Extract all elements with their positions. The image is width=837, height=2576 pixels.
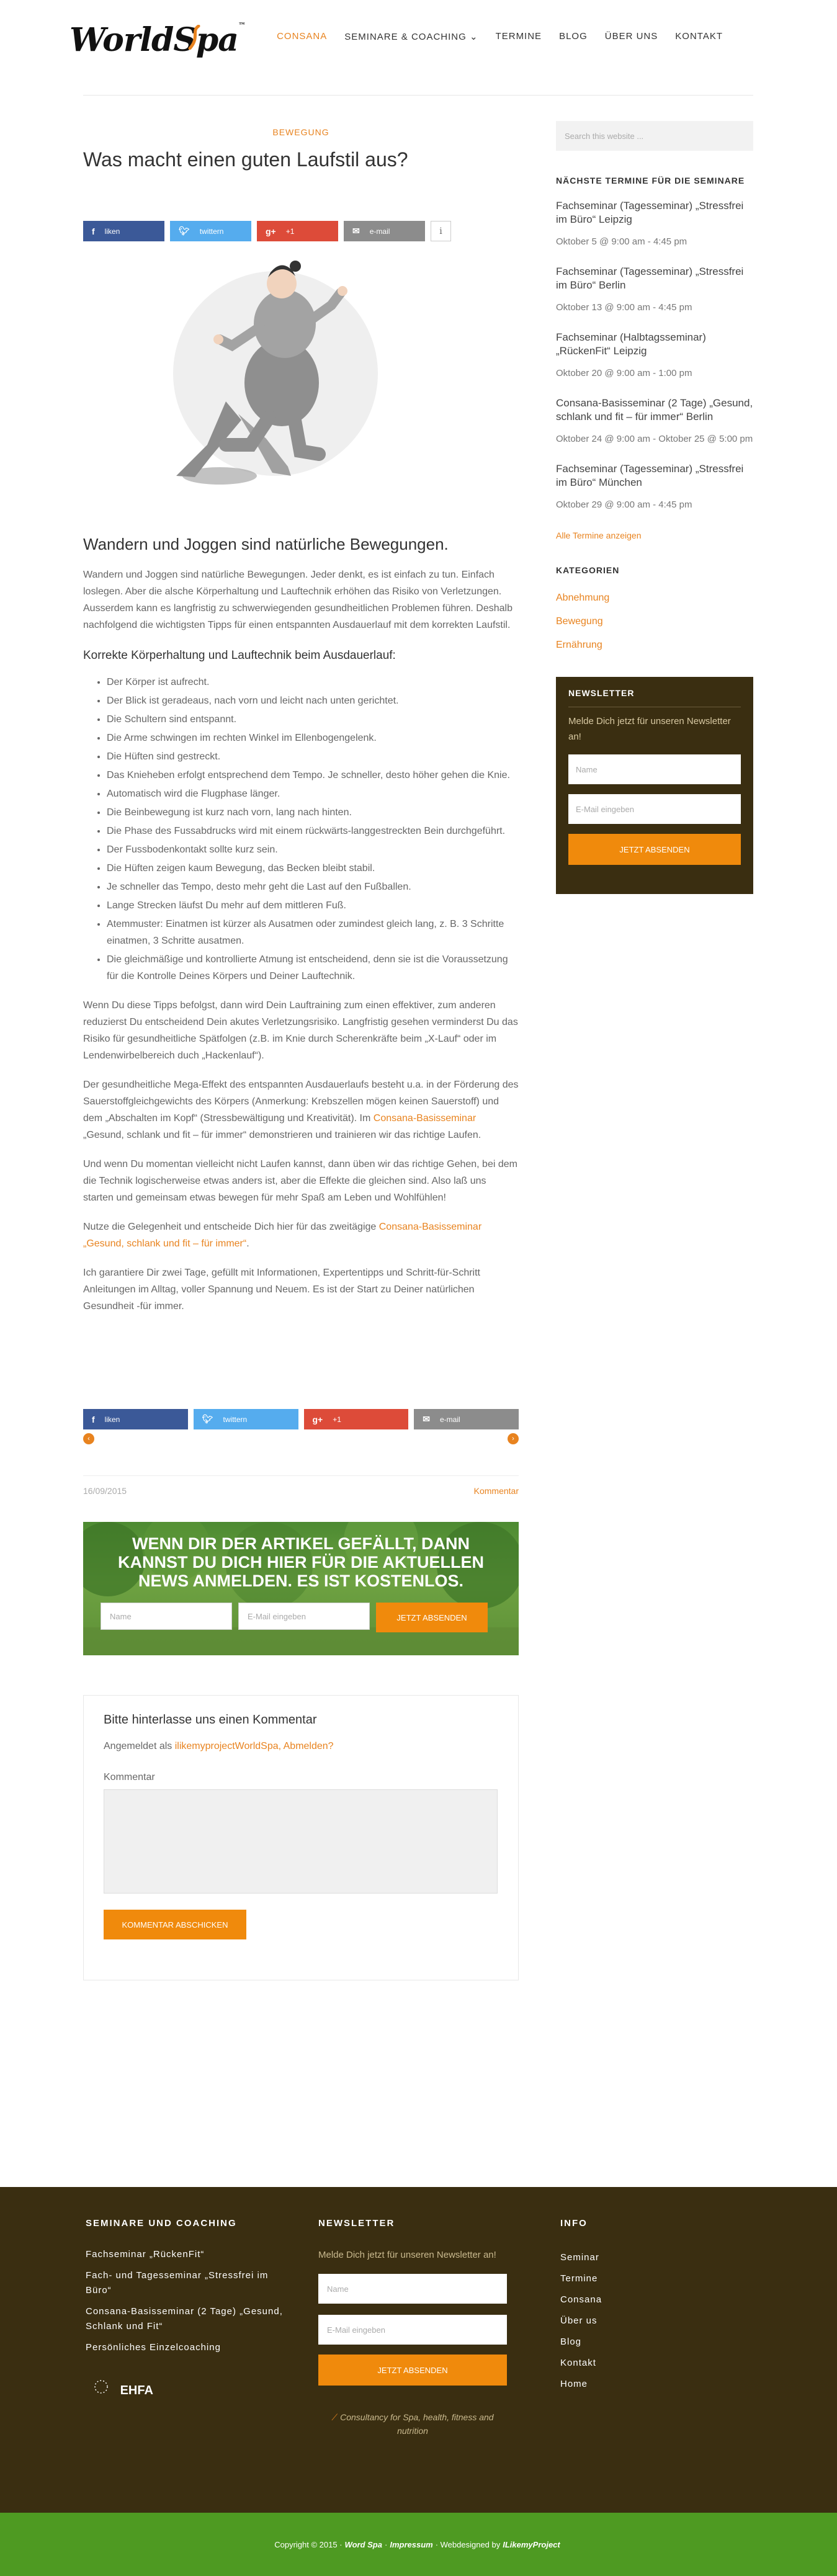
sidebar-name-input[interactable]: Name <box>568 754 741 784</box>
sidebar-email-input[interactable]: E-Mail eingeben <box>568 794 741 824</box>
list-item: • Das Knieheben erfolgt entsprechend dem Tempo. Je schneller, desto höher gehen die Knie. <box>107 767 519 784</box>
nav-seminare-coaching[interactable]: SEMINARE & COACHING ⌄ <box>344 32 478 42</box>
sidebar-newsletter-heading: NEWSLETTER <box>568 688 635 698</box>
logo-swoosh-icon <box>186 25 202 50</box>
main-nav <box>268 31 732 42</box>
twitter-icon: 🐦︎ <box>202 1414 213 1424</box>
article-category[interactable]: BEWEGUNG <box>272 127 329 137</box>
list-item: • Der Körper ist aufrecht. <box>107 674 519 691</box>
google-plus-icon: g+ <box>312 1414 323 1424</box>
footer-link[interactable]: Seminar <box>560 2252 599 2263</box>
footer-newsletter-text: Melde Dich jetzt für unseren Newsletter an! <box>318 2250 496 2260</box>
article <box>83 118 519 1980</box>
footer-heading: NEWSLETTER <box>318 2218 395 2229</box>
footer-heading: SEMINARE UND COACHING <box>86 2218 237 2229</box>
nav-kontakt[interactable]: KONTAKT <box>675 31 723 42</box>
list-item: • Der Blick ist geradeaus, nach vorn und leicht nach unten gerichtet. <box>107 692 519 709</box>
comment-link[interactable]: Kommentar <box>473 1486 519 1496</box>
footer-seminare-list <box>86 2247 284 2355</box>
share-twitter-button[interactable]: 🐦︎ twittern <box>170 221 251 241</box>
post-navigation <box>83 1433 519 1444</box>
footer-heading: INFO <box>560 2218 588 2229</box>
nav-termine[interactable]: TERMINE <box>495 31 542 42</box>
list-item: • Die Hüften sind gestreckt. <box>107 748 519 765</box>
footer-link[interactable]: Consana-Basisseminar (2 Tage) „Gesund, Schlank und Fit“ <box>86 2306 283 2332</box>
next-post-arrow-icon[interactable]: › <box>508 1433 519 1444</box>
footer-link[interactable]: Fachseminar „RückenFit“ <box>86 2249 205 2260</box>
newsletter-name-input[interactable]: Name <box>101 1603 232 1630</box>
article-paragraph: Wandern und Joggen sind natürliche Bewegungen. Jeder denkt, es ist einfach zu tun. Einfach loslegen. Aber die alsche Körperhaltung und Lauftechnik erhöhen das Risiko von Verletzungen. Ausserdem kann es langfristig zu schwerwiegenden gesundheitlichen Problemen führen. Deshalb nachfolgend die wichtigsten Tipps für einen entspannten Ausdauerlauf mit dem korrekten Laufstil. <box>83 570 512 630</box>
sidebar-newsletter <box>556 677 753 894</box>
copyright-bar: Copyright © 2015 · Word Spa · Impressum · Webdesigned by ILikemyProject <box>0 2513 837 2576</box>
logged-in-user-link[interactable]: ilikemyprojectWorldSpa <box>174 1741 279 1751</box>
twitter-icon: 🐦︎ <box>179 226 190 236</box>
article-paragraph: Ich garantiere Dir zwei Tage, gefüllt mit Informationen, Expertentipps und Schritt-für-Schritt Anleitungen im Alltag, voller Spannung und Neuem. Es ist der Start zu Deiner natürlichen Gesundheit -für immer. <box>83 1268 480 1312</box>
runner-illustration <box>133 259 393 494</box>
footer-link[interactable]: Fach- und Tagesseminar „Stressfrei im Büro“ <box>86 2270 269 2296</box>
article-title: Was macht einen guten Laufstil aus? <box>83 148 408 171</box>
logo-swoosh-icon: ⟋ <box>331 2412 341 2422</box>
categories-heading: KATEGORIEN <box>556 565 620 575</box>
comment-form <box>83 1695 519 1980</box>
list-item: • Die Schultern sind entspannt. <box>107 711 519 728</box>
list-item: • Die gleichmäßige und kontrollierte Atmung ist entscheidend, denn sie ist die Voraussetzung für die Kontrolle Deines Körpers und Deiner Lauftechnik. <box>107 951 519 985</box>
nav-ueber-uns[interactable]: ÜBER UNS <box>604 31 658 42</box>
list-item: • Automatisch wird die Flugphase länger. <box>107 785 519 802</box>
facebook-icon: f <box>92 226 95 236</box>
event-item[interactable]: Fachseminar (Tagesseminar) „Stressfrei im Büro“ Berlin Oktober 13 @ 9:00 am - 4:45 pm <box>556 266 744 313</box>
share-google-button[interactable]: g+ +1 <box>257 221 338 241</box>
footer-link[interactable]: Über us <box>560 2315 598 2326</box>
share-email-button[interactable]: ✉ e-mail <box>414 1409 519 1429</box>
article-paragraph: Wenn Du diese Tipps befolgst, dann wird Dein Lauftraining zum einen effektiver, zum anderen reduzierst Du entscheidend Dein akutes Verletzungsrisiko. Langfristig gesehen verminderst Du das Risiko für gesundheitliche Spätfolgen (z.B. im Knie durch Scherenkräfte beim „X-Lauf“ oder im Lendenwirbelbereich duch „Hackenlauf“). <box>83 1000 518 1061</box>
ehfa-stars-icon <box>86 2379 117 2394</box>
header-divider <box>83 95 753 96</box>
footer-link[interactable]: Blog <box>560 2337 582 2347</box>
share-facebook-button[interactable]: f liken <box>83 1409 188 1429</box>
post-meta <box>83 1475 519 1496</box>
footer-email-input[interactable]: E-Mail eingeben <box>318 2315 507 2345</box>
footer-newsletter-column <box>318 2218 517 2438</box>
list-item: • Atemmuster: Einatmen ist kürzer als Ausatmen oder zumindest gleich lang, z. B. 3 Schritte einatmen, 3 Schritte ausatmen. <box>107 916 519 949</box>
footer-seminare-column <box>86 2218 284 2355</box>
sidebar-newsletter-submit-button[interactable]: JETZT ABSENDEN <box>568 834 741 865</box>
list-item: • Die Phase des Fussabdrucks wird mit einem rückwärts-langgestreckten Bein durchgeführt. <box>107 823 519 839</box>
list-item: • Die Arme schwingen im rechten Winkel im Ellenbogengelenk. <box>107 730 519 746</box>
article-subheading: Wandern und Joggen sind natürliche Bewegungen. <box>83 535 449 553</box>
footer-link[interactable]: Termine <box>560 2273 598 2284</box>
event-item[interactable]: Fachseminar (Tagesseminar) „Stressfrei im Büro“ Leipzig Oktober 5 @ 9:00 am - 4:45 pm <box>556 200 744 247</box>
newsletter-submit-button[interactable]: JETZT ABSENDEN <box>376 1603 488 1632</box>
comment-label: Kommentar <box>104 1772 155 1782</box>
list-item: • Die Beinbewegung ist kurz nach vorn, lang nach hinten. <box>107 804 519 821</box>
event-item[interactable]: Fachseminar (Halbtagsseminar) „RückenFit“ Leipzig Oktober 20 @ 9:00 am - 1:00 pm <box>556 331 706 378</box>
newsletter-banner-form <box>101 1603 519 1632</box>
nav-consana[interactable]: CONSANA <box>277 31 328 42</box>
footer-name-input[interactable]: Name <box>318 2274 507 2304</box>
search-input[interactable]: Search this website ... <box>556 121 753 151</box>
post-date: 16/09/2015 <box>83 1486 127 1496</box>
footer-tagline: ⟋ Consultancy for Spa, health, fitness and nutrition <box>331 2412 494 2436</box>
mail-icon: ✉ <box>423 1414 430 1424</box>
designer-link[interactable]: ILikemyProject <box>503 2539 560 2549</box>
share-email-button[interactable]: ✉ e-mail <box>344 221 425 241</box>
article-paragraph: Nutze die Gelegenheit und entscheide Dich hier für das zweitägige Consana-Basisseminar „Gesund, schlank und fit – für immer“. <box>83 1222 482 1249</box>
facebook-icon: f <box>92 1414 95 1424</box>
event-item[interactable]: Consana-Basisseminar (2 Tage) „Gesund, schlank und fit – für immer“ Berlin Oktober 24 @ 9:00 am - Oktober 25 @ 5:00 pm <box>556 397 753 444</box>
sidebar <box>556 121 753 894</box>
newsletter-banner <box>83 1522 519 1655</box>
events-heading: NÄCHSTE TERMINE FÜR DIE SEMINARE <box>556 176 745 186</box>
logout-link[interactable]: Abmelden? <box>283 1741 334 1751</box>
list-item: • Lange Strecken läufst Du mehr auf dem mittleren Fuß. <box>107 897 519 914</box>
ehfa-logo: EHFA <box>86 2379 153 2398</box>
article-list-heading: Korrekte Körperhaltung und Lauftechnik beim Ausdauerlauf: <box>83 649 396 662</box>
impressum-link[interactable]: Impressum <box>390 2539 433 2549</box>
site-link[interactable]: Word Spa <box>344 2539 382 2549</box>
site-footer <box>0 2187 837 2513</box>
event-item[interactable]: Fachseminar (Tagesseminar) „Stressfrei im Büro“ München Oktober 29 @ 9:00 am - 4:45 pm <box>556 463 744 510</box>
category-link-ernaehrung[interactable]: Ernährung <box>556 640 602 650</box>
newsletter-banner-title: WENN DIR DER ARTIKEL GEFÄLLT, DANN KANNST DU DICH HIER FÜR DIE AKTUELLEN NEWS ANMELDEN. ES IST KOSTENLOS. <box>118 1534 484 1590</box>
footer-link[interactable]: Kontakt <box>560 2358 596 2368</box>
google-plus-icon: g+ <box>266 226 276 236</box>
all-events-link[interactable]: Alle Termine anzeigen <box>556 530 642 540</box>
seminar-signup-link[interactable]: Consana-Basisseminar „Gesund, schlank und fit – für immer“ <box>83 1222 482 1249</box>
categories-list <box>556 586 753 657</box>
comment-form-title: Bitte hinterlasse uns einen Kommentar <box>104 1713 317 1727</box>
footer-newsletter-submit-button[interactable]: JETZT ABSENDEN <box>318 2355 507 2386</box>
footer-link[interactable]: Persönliches Einzelcoaching <box>86 2342 221 2353</box>
logged-in-notice: Angemeldet als ilikemyprojectWorldSpa, Abmelden? <box>104 1741 334 1751</box>
share-facebook-button[interactable]: f liken <box>83 221 164 241</box>
footer-info-list <box>560 2247 684 2395</box>
newsletter-email-input[interactable]: E-Mail eingeben <box>238 1603 370 1630</box>
share-google-button[interactable]: g+ +1 <box>304 1409 409 1429</box>
article-paragraph: Der gesundheitliche Mega-Effekt des entspannten Ausdauerlaufs besteht u.a. in der Förderung des Sauerstoffgleichgewichts des Körpers (Anmerkung: Krebszellen mögen keinen Sauerstoff) und dem „Abschalten im Kopf“ (Stressbewältigung und Kreativität). Im Consana-Basisseminar „Gesund, schlank und fit – für immer“ demonstrieren und trainieren wir das richtige Laufen. <box>83 1080 519 1140</box>
category-link-bewegung[interactable]: Bewegung <box>556 616 603 627</box>
footer-link[interactable]: Home <box>560 2379 588 2389</box>
category-link-abnehmung[interactable]: Abnehmung <box>556 593 610 603</box>
article-paragraph: Und wenn Du momentan vielleicht nicht Laufen kannst, dann üben wir das richtige Gehen, bei dem die Technik logischerweise etwas anders ist, aber die Effekte die gleichen sind. Also laß uns starten und gemeinsam etwas bewegen für mehr Spaß am Leben und Wohlfühlen! <box>83 1159 517 1203</box>
previous-post-arrow-icon[interactable]: ‹ <box>83 1433 94 1444</box>
footer-info-column <box>560 2218 684 2395</box>
comment-textarea[interactable] <box>104 1789 498 1894</box>
nav-blog[interactable]: BLOG <box>559 31 588 42</box>
site-logo[interactable]: WorldSpa™ <box>69 21 245 59</box>
mail-icon: ✉ <box>352 226 360 236</box>
consana-basisseminar-link[interactable]: Consana-Basisseminar <box>373 1113 477 1124</box>
list-item: • Der Fussbodenkontakt sollte kurz sein. <box>107 841 519 858</box>
site-header <box>0 0 837 74</box>
tips-list <box>83 674 519 985</box>
share-bar-top <box>83 221 519 241</box>
share-twitter-button[interactable]: 🐦︎ twittern <box>194 1409 298 1429</box>
list-item: • Die Hüften zeigen kaum Bewegung, das Becken bleibt stabil. <box>107 860 519 877</box>
share-bar-bottom <box>83 1409 519 1429</box>
sidebar-newsletter-text: Melde Dich jetzt für unseren Newsletter an! <box>568 716 731 742</box>
list-item: • Je schneller das Tempo, desto mehr geht die Last auf den Fußballen. <box>107 879 519 895</box>
chevron-down-icon: ⌄ <box>469 32 478 42</box>
footer-link[interactable]: Consana <box>560 2294 602 2305</box>
share-info-button[interactable]: i <box>431 221 451 241</box>
submit-comment-button[interactable]: KOMMENTAR ABSCHICKEN <box>104 1910 246 1939</box>
